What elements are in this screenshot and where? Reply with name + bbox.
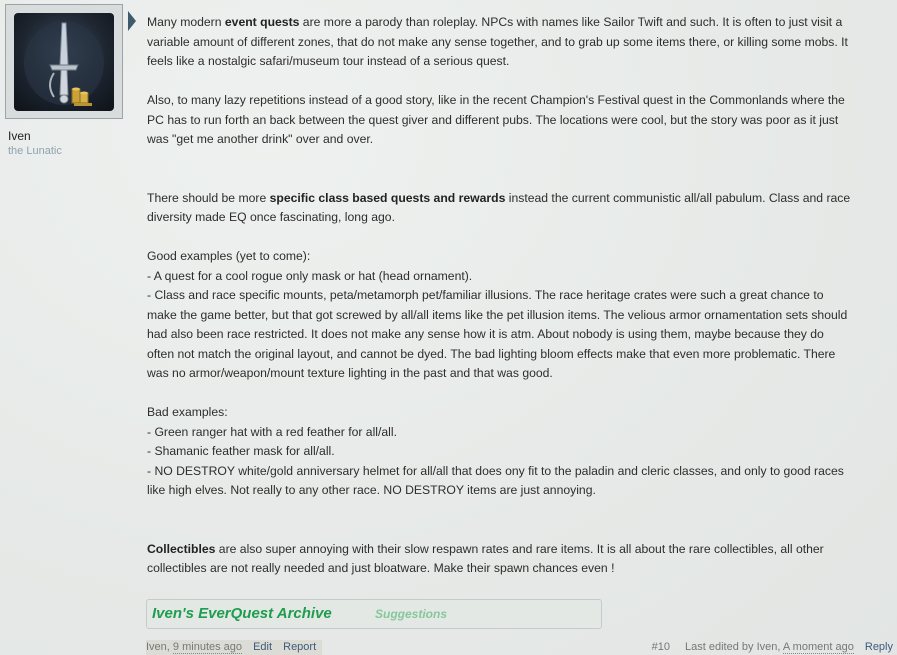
post-body bbox=[147, 13, 897, 579]
paragraph-collectibles: Collectibles are also super annoying with their slow respawn rates and rare items. It is all about the rare collectibles, all other collectibles are not really needed and just bloatware. Make their spawn chances even ! bbox=[147, 541, 824, 575]
bold-collectibles: Collectibles bbox=[147, 541, 216, 556]
avatar[interactable] bbox=[14, 13, 114, 111]
bold-event-quests: event quests bbox=[224, 15, 300, 29]
last-edited-label: Last edited by Iven, bbox=[685, 641, 781, 653]
signature-box bbox=[146, 599, 602, 629]
bold-class-quests: specific class based quests and rewards bbox=[269, 190, 506, 205]
signature-archive-link[interactable]: Iven's EverQuest Archive bbox=[152, 605, 332, 622]
last-edited-time[interactable]: A moment ago bbox=[782, 641, 854, 653]
paragraph-good-examples: Good examples (yet to come): - A quest for a cool rogue only mask or hat (head ornament). - Class and race specific mounts, peta/metamorph pet/familiar illusions. The race heritage crates were such a great chance to make the game better, but that got screwed by all/all items like the pet illusion items. The velious armor ornamentation sets should had also been race restricted. It does not make any sense how it is atm. About nobody is using them, maybe because they do often not match the original layout, and cannot be dyed. The bad lighting bloom effects make that even more problematic. There was no armor/weapon/mount texture lighting in the past and that was good. bbox=[147, 249, 848, 380]
post-author-link[interactable]: Iven, bbox=[146, 641, 170, 653]
avatar-frame[interactable] bbox=[5, 4, 123, 119]
dagger-icon bbox=[14, 13, 114, 111]
author-name[interactable]: Iven bbox=[8, 129, 31, 143]
post-pointer-arrow bbox=[128, 11, 136, 31]
reply-link[interactable]: Reply bbox=[864, 641, 893, 653]
post-meta-right bbox=[652, 640, 893, 655]
post-number-link[interactable]: #10 bbox=[651, 641, 670, 653]
post-time[interactable]: 9 minutes ago bbox=[172, 641, 243, 653]
paragraph-event-quests: Many modern event quests are more a parody than roleplay. NPCs with names like Sailor Twift and such. It is often to just visit a variable amount of different zones, that do not make any sense together, and to grab up some items there, or killing some mobs. It feels like a nostalgic safari/museum tour instead of a serious quest. bbox=[147, 15, 848, 68]
paragraph-bad-examples: Bad examples: - Green ranger hat with a red feather for all/all. - Shamanic feather mask for all/all. - NO DESTROY white/gold anniversary helmet for all/all that does ony fit to the paladin and cleric classes, and only to good races like high elves. Not really to any other race. NO DESTROY items are just annoying. bbox=[147, 405, 844, 497]
paragraph-repetitions: Also, to many lazy repetitions instead of a good story, like in the recent Champion's Festival quest in the Commonlands where the PC has to run forth an back between the quest giver and different pubs. The locations were cool, but the story was poor as it just was "get me another drink" over and over. bbox=[147, 93, 845, 146]
post-meta-left bbox=[146, 640, 322, 655]
edit-link[interactable]: Edit bbox=[253, 641, 273, 653]
paragraph-class-quests: There should be more specific class based quests and rewards instead the current communistic all/all pabulum. Class and race diversity made EQ once fascinating, long ago. bbox=[147, 190, 851, 224]
signature-suggestions-link[interactable]: Suggestions bbox=[375, 607, 448, 621]
report-link[interactable]: Report bbox=[283, 641, 317, 653]
author-column bbox=[0, 0, 128, 655]
author-title: the Lunatic bbox=[8, 145, 62, 157]
